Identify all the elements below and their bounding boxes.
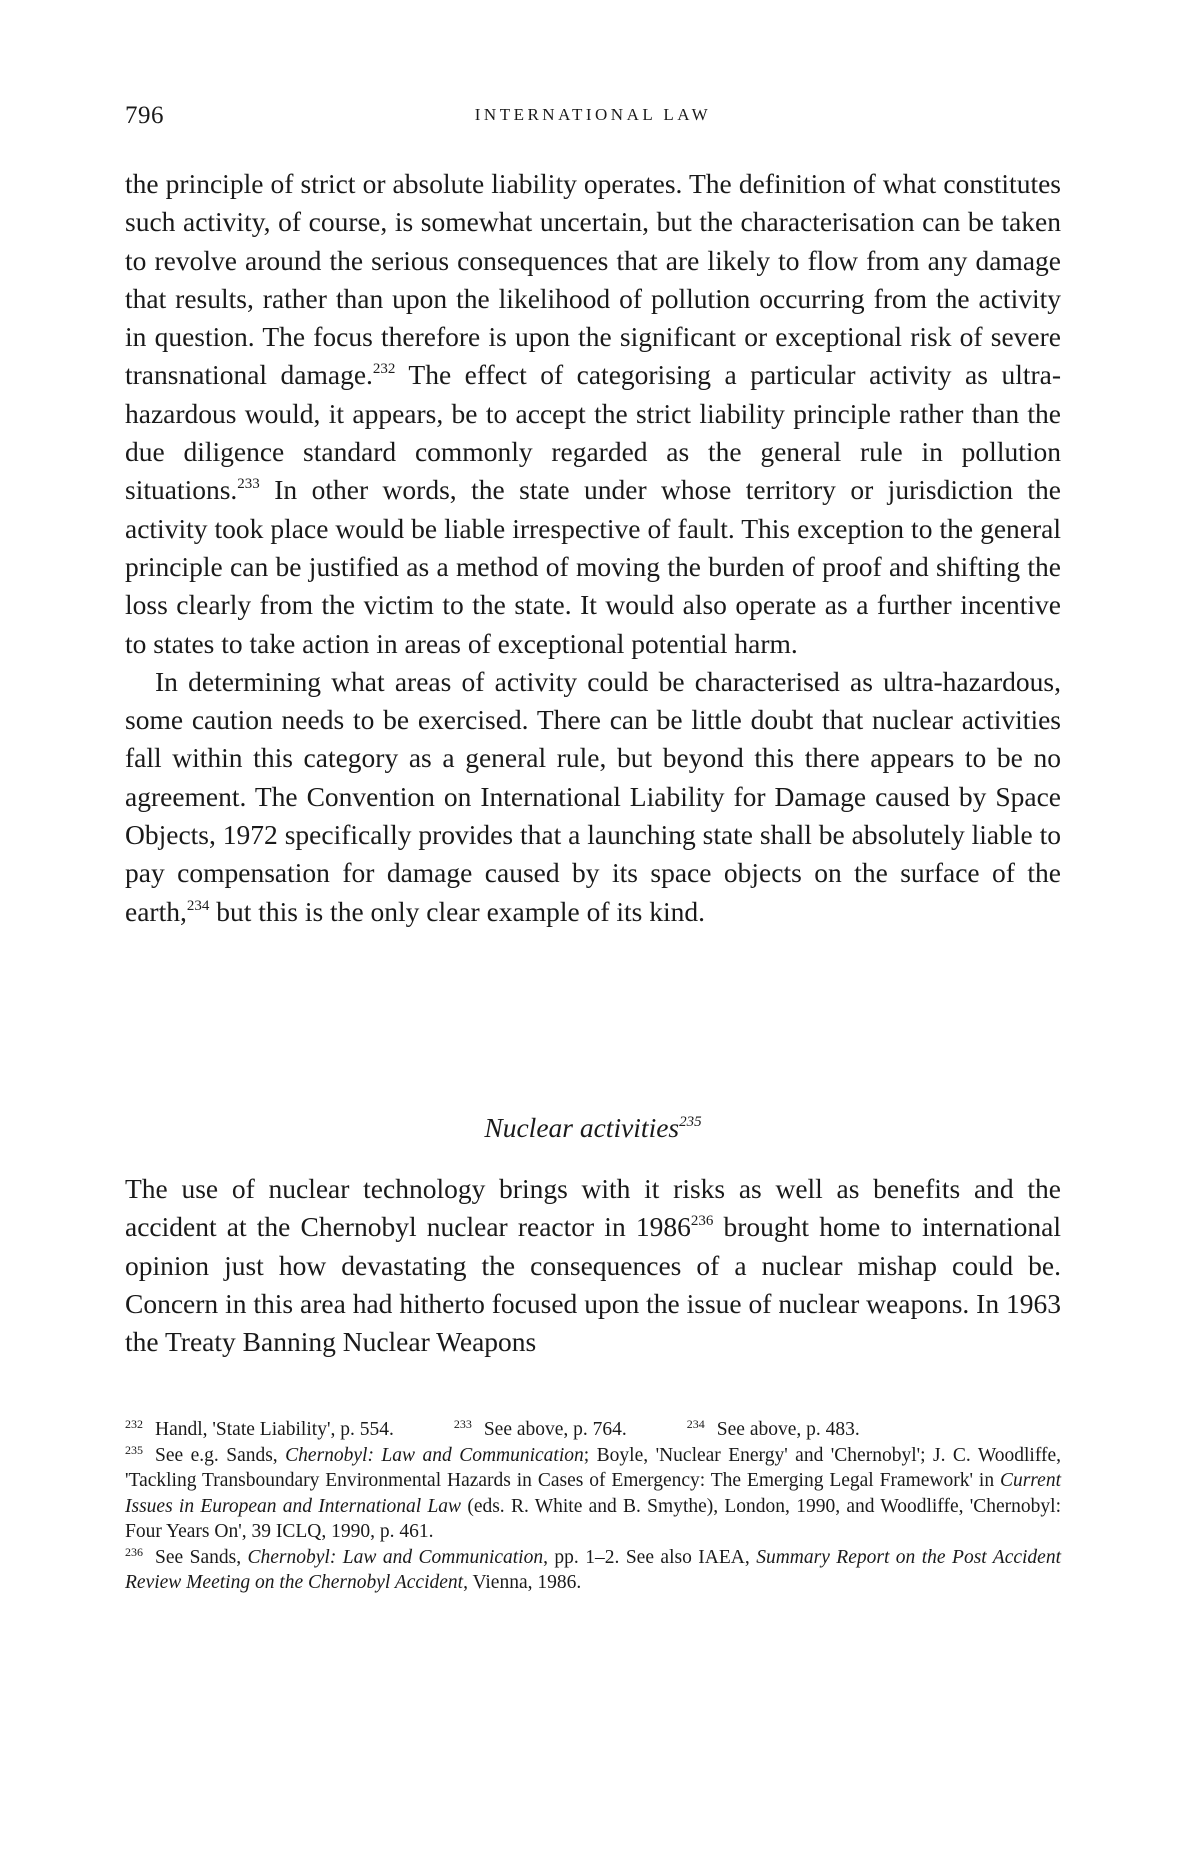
footnote-ref-234[interactable]: 234 [186,897,210,914]
paragraph-strict-liability [125,165,1061,663]
paragraph-nuclear-technology [125,1170,1061,1361]
paragraph-text: the principle of strict or absolute liability operates. The definition of what constitutes such activity, of course, is somewhat uncertain, but the characterisation can be taken to revolve around the serious consequences that are likely to flow from any damage that results, rather than upon the likelihood of pollution occurring from the activity in question. The focus therefore is upon the significant or exceptional risk of severe transnational damage. [125,168,1061,391]
footnote-number: 236 [125,1544,143,1559]
footnote-row [125,1417,1061,1443]
section-text [125,1170,1061,1361]
paragraph-text: In other words, the state under whose territory or jurisdiction the activity took place would be liable irrespective of fault. This exception to the general principle can be justified as a method of moving the burden of proof and shifting the loss clearly from the victim to the state. It would also operate as a further incentive to states to take action in areas of exceptional potential harm. [125,474,1061,659]
footnote-ref-232[interactable]: 232 [372,361,396,378]
footnote-ref-235[interactable]: 235 [679,1114,702,1130]
footnote-number: 233 [453,1417,472,1431]
main-text [125,165,1061,931]
running-title: INTERNATIONAL LAW [474,105,712,124]
footnote-text: See above, p. 483. [716,1419,860,1440]
footnote-text: ; Boyle, 'Nuclear Energy' and 'Chernobyl'; J. C. Woodliffe, 'Tackling Transboundary Environmental Hazards in Cases of Emergency: The Emerging Legal Framework' in [125,1444,1062,1491]
footnote-title: Chernobyl: Law and Communication [285,1444,584,1466]
paragraph-text: but this is the only clear example of its kind. [209,895,706,927]
footnote-title: Summary Report on the Post Accident Review Meeting on the Chernobyl Accident [125,1546,1061,1593]
section-title: Nuclear activities [484,1112,680,1143]
paragraph-text: The use of nuclear technology brings with it risks as well as benefits and the accident at the Chernobyl nuclear reactor in 1986 [125,1173,1061,1243]
footnote-ref-233[interactable]: 233 [237,476,260,493]
footnote-text: , pp. 1–2. See also IAEA, [543,1546,757,1568]
paragraph-text: brought home to international opinion just how devastating the consequences of a nuclear mishap could be. Concern in this area had hitherto focused upon the issue of nuclear weapons. In 1963 the Treaty Banning Nuclear Weapons [125,1211,1061,1358]
footnotes [125,1417,1061,1596]
footnote-number: 234 [686,1417,705,1431]
footnote-text: See Sands, [155,1546,248,1568]
footnote-text: Handl, 'State Liability', p. 554. [155,1419,394,1440]
section-heading [125,1109,1061,1147]
footnote-text: , Vienna, 1986. [463,1572,582,1593]
footnote-title: Chernobyl: Law and Communication [247,1546,544,1568]
footnote-ref-236[interactable]: 236 [690,1213,714,1230]
footnote-233 [454,1417,627,1443]
footnote-text: See e.g. Sands, [155,1444,286,1466]
footnote-text: (eds. R. White and B. Smythe), London, 1990, and Woodliffe, 'Chernobyl: Four Years On', 39 ICLQ, 1990, p. 461. [125,1495,1061,1542]
footnote-232 [125,1417,394,1443]
page-number: 796 [125,102,164,129]
footnote-text: See above, p. 764. [483,1419,627,1440]
footnote-234 [687,1417,860,1443]
paragraph-text: In determining what areas of activity could be characterised as ultra-hazardous, some caution needs to be exercised. There can be little doubt that nuclear activities fall within this category as a general rule, but beyond this there appears to be no agreement. The Convention on International Liability for Damage caused by Space Objects, 1972 specifically provides that a launching state shall be absolutely liable to pay compensation for damage caused by its space objects on the surface of the earth, [125,665,1061,927]
footnote-title: Current Issues in European and International Law [125,1470,1061,1517]
paragraph-text: The effect of categorising a particular activity as ultra-hazardous would, it appears, be to accept the strict liability principle rather than the due diligence standard commonly regarded as the general rule in pollution situations. [125,359,1061,506]
footnote-number: 232 [125,1417,143,1431]
footnote-number: 235 [125,1442,143,1457]
running-head [125,102,1061,132]
footnote-235 [125,1443,1061,1545]
paragraph-ultra-hazardous [125,663,1061,931]
footnote-236 [125,1545,1061,1596]
